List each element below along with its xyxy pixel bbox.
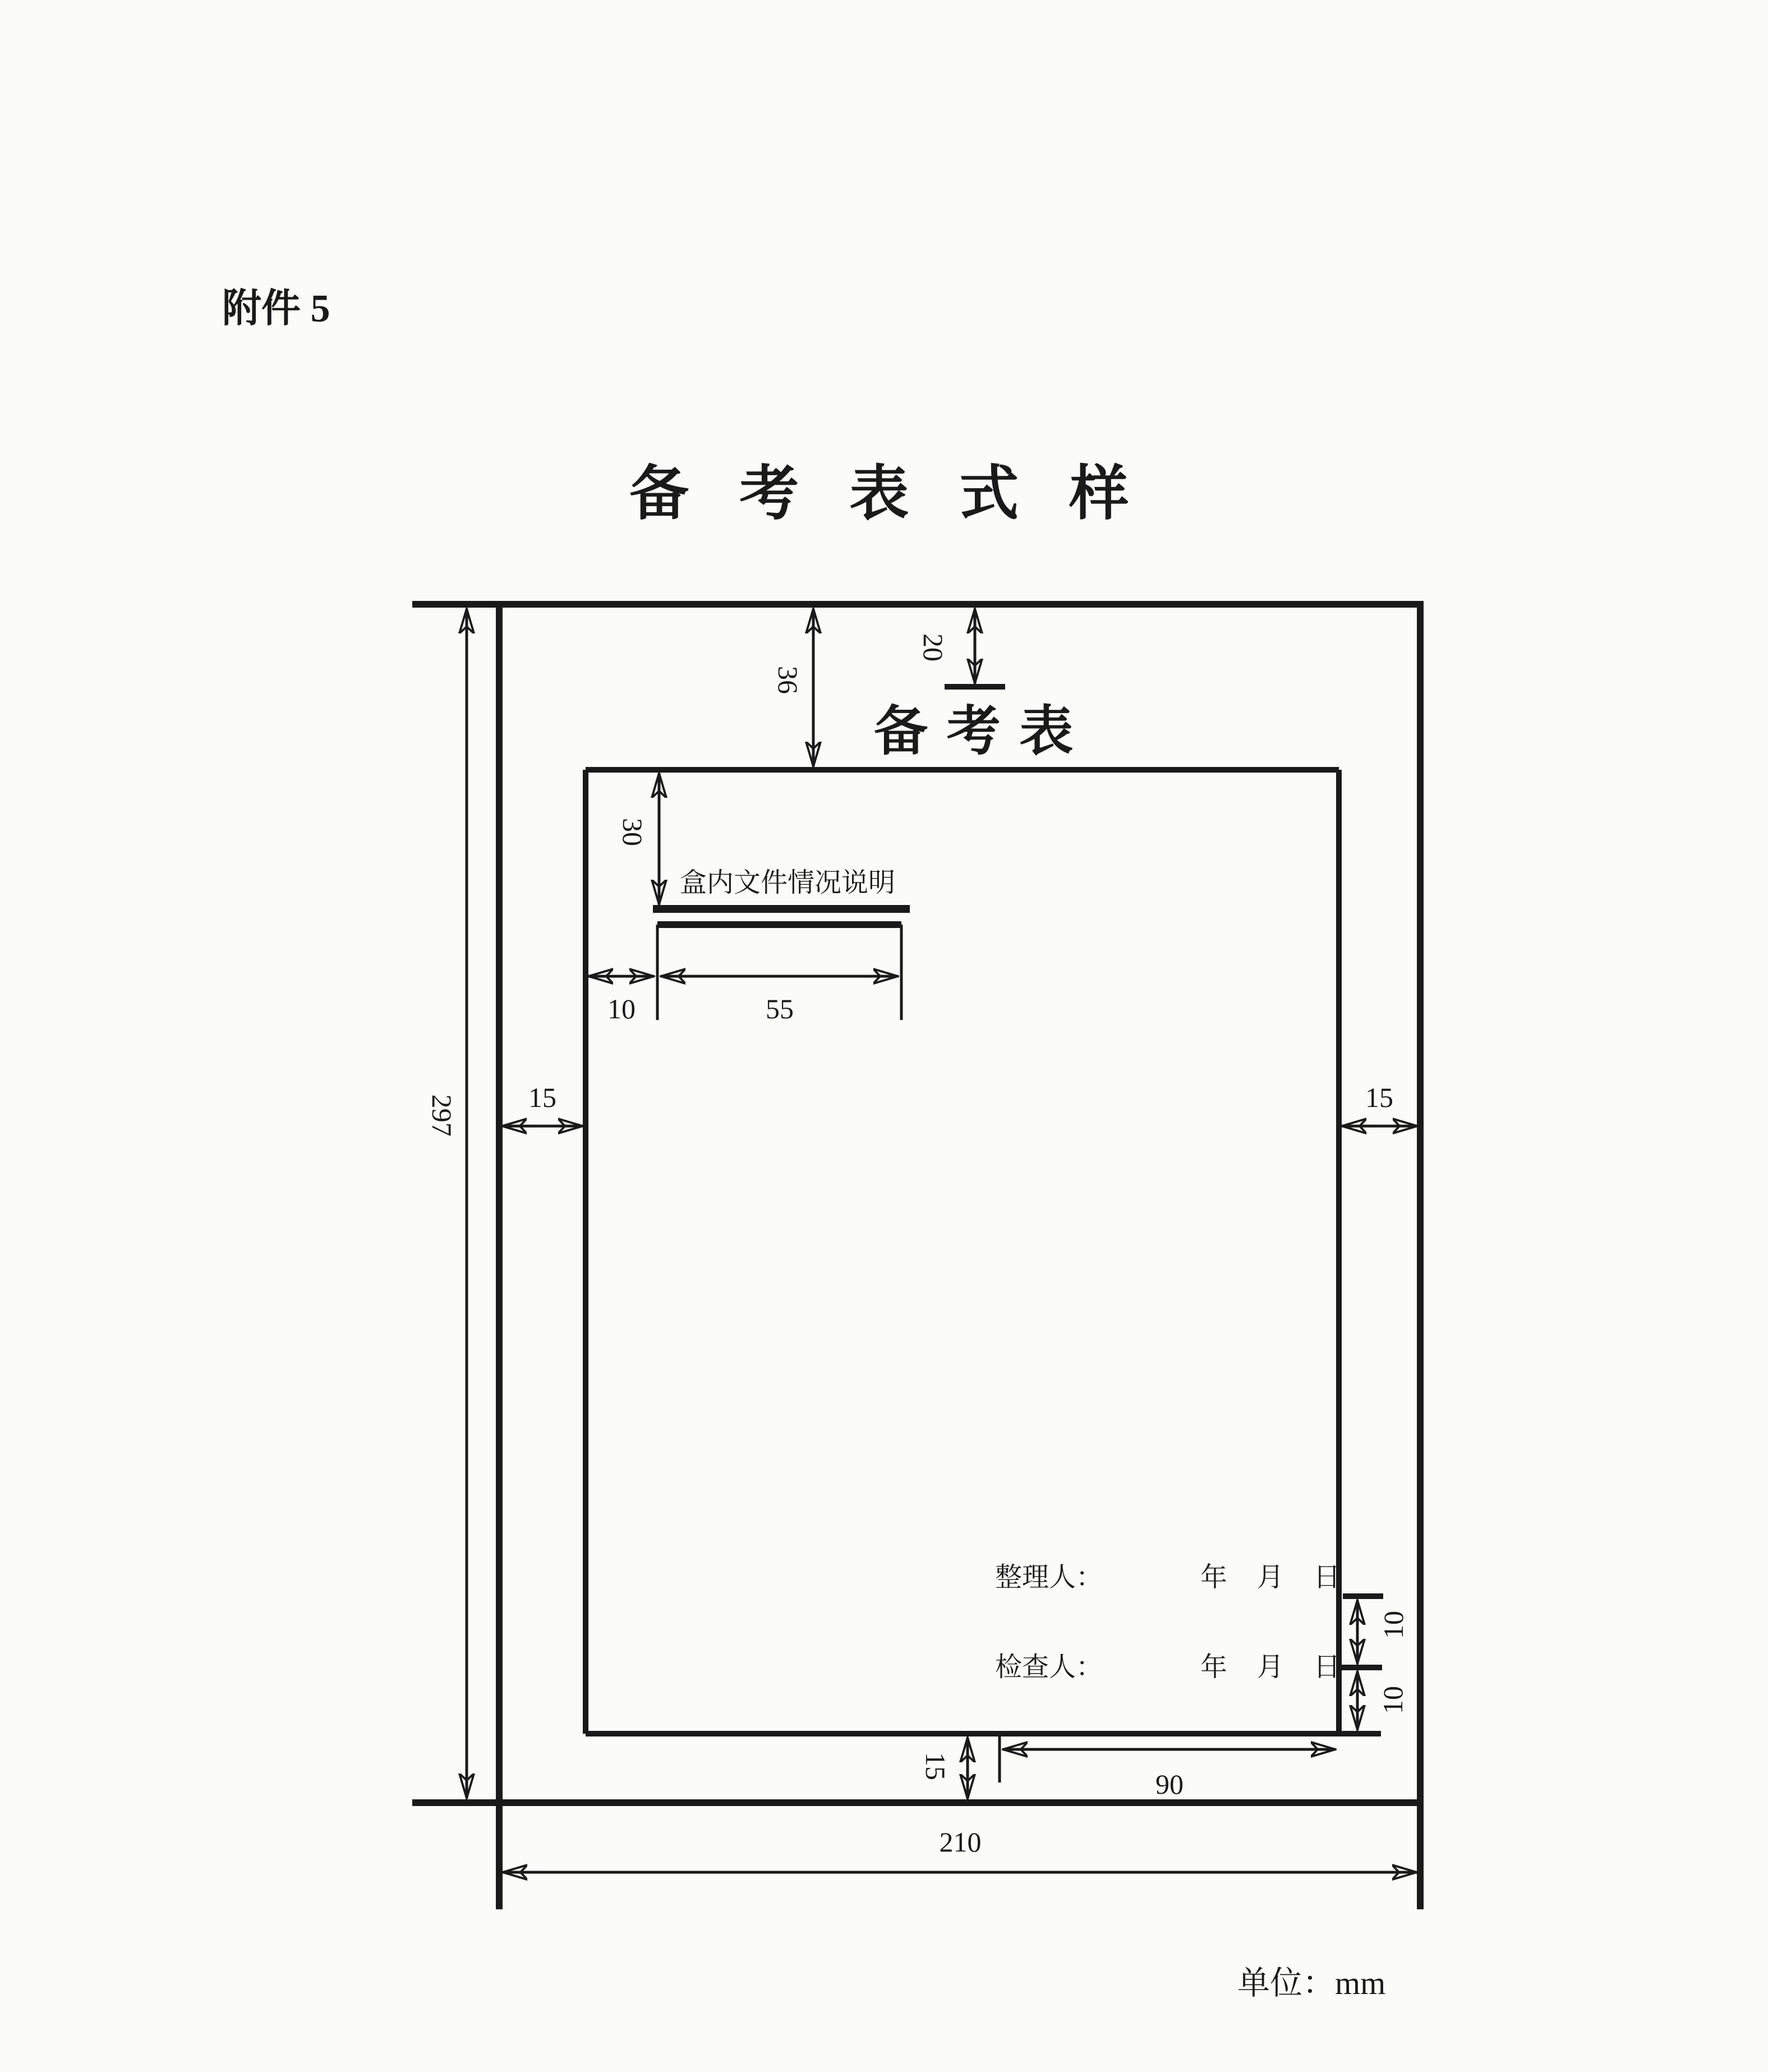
dim-label-title-offset: 20 <box>918 633 949 661</box>
dim-label-right-margin: 15 <box>1365 1082 1393 1113</box>
checker-label: 检查人： <box>995 1652 1103 1682</box>
dim-label-sign-row-gap: 10 <box>1378 1611 1409 1639</box>
attachment-number: 附件 5 <box>222 287 330 330</box>
dim-label-left-margin: 15 <box>528 1082 556 1113</box>
unit-note: 单位：mm <box>1237 1965 1386 2001</box>
dim-label-page-height: 297 <box>426 1094 458 1137</box>
organizer-label: 整理人： <box>995 1563 1103 1592</box>
dim-label-sign-width: 90 <box>1155 1768 1184 1800</box>
organizer-date-placeholder: 年 月 日 <box>1200 1563 1342 1592</box>
dim-label-note-width: 55 <box>766 993 794 1024</box>
document-title: 备 考 表 式 样 <box>629 461 1147 527</box>
dimension-lines <box>467 609 1417 1872</box>
dim-label-note-indent: 10 <box>607 993 636 1024</box>
table-heading: 备 考 表 <box>874 701 1076 761</box>
dim-label-sign-bottom-gap: 10 <box>1377 1686 1408 1714</box>
dim-label-bottom-margin: 15 <box>920 1752 951 1780</box>
checker-date-placeholder: 年 月 日 <box>1200 1652 1342 1682</box>
dim-label-page-width: 210 <box>939 1826 982 1858</box>
dim-label-note-offset: 30 <box>617 818 648 846</box>
outer-page-border <box>412 601 1420 1909</box>
box-note-label: 盒内文件情况说明 <box>680 868 896 898</box>
dim-label-top-margin: 36 <box>772 666 804 694</box>
